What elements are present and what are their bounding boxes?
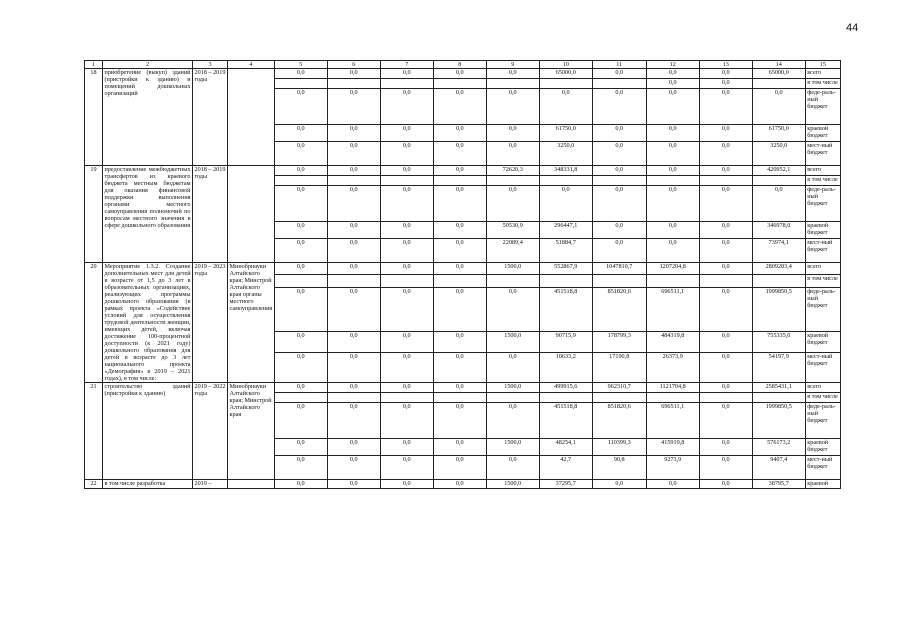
- funding-source: в том числе: [805, 275, 840, 287]
- value-cell: 962310,7: [592, 383, 646, 393]
- value-cell: 0,0: [274, 456, 327, 480]
- value-cell: 755335,0: [752, 332, 805, 353]
- table-row: [85, 166, 841, 176]
- value-cell: 0,0: [274, 332, 327, 353]
- funding-source: краевой бюджет: [805, 439, 840, 456]
- value-cell: [327, 393, 380, 403]
- value-cell: 0,0: [380, 166, 433, 176]
- header-cell: 11: [592, 61, 646, 69]
- value-cell: 0,0: [327, 142, 380, 166]
- value-cell: 0,0: [539, 186, 592, 222]
- value-cell: 0,0: [486, 456, 539, 480]
- value-cell: 346978,0: [752, 222, 805, 239]
- value-cell: 0,0: [327, 480, 380, 489]
- value-cell: 73974,1: [752, 239, 805, 263]
- value-cell: 0,0: [380, 125, 433, 142]
- value-cell: [486, 275, 539, 287]
- value-cell: 0,0: [699, 186, 752, 222]
- funding-source: мест-ный бюджет: [805, 353, 840, 383]
- value-cell: 0,0: [486, 403, 539, 439]
- value-cell: 2585431,1: [752, 383, 805, 393]
- value-cell: 178799,3: [592, 332, 646, 353]
- value-cell: [592, 275, 646, 287]
- value-cell: 420952,1: [752, 166, 805, 176]
- row-number: 20: [85, 263, 103, 383]
- value-cell: 0,0: [274, 383, 327, 393]
- value-cell: 0,0: [327, 125, 380, 142]
- row-executor: Минобрнауки Алтайского края; Минстрой Алтайского края органы местного самоуправления: [228, 263, 275, 383]
- value-cell: 851820,6: [592, 287, 646, 332]
- value-cell: [752, 275, 805, 287]
- value-cell: 0,0: [646, 222, 699, 239]
- value-cell: 42,7: [539, 456, 592, 480]
- value-cell: [646, 176, 699, 186]
- value-cell: 50530,9: [486, 222, 539, 239]
- value-cell: 0,0: [646, 142, 699, 166]
- value-cell: 0,0: [327, 186, 380, 222]
- value-cell: 0,0: [380, 439, 433, 456]
- value-cell: 0,0: [327, 287, 380, 332]
- value-cell: 0,0: [592, 142, 646, 166]
- value-cell: 0,0: [380, 89, 433, 125]
- header-cell: 1: [85, 61, 103, 69]
- value-cell: 3250,0: [752, 142, 805, 166]
- value-cell: 22089,4: [486, 239, 539, 263]
- value-cell: [752, 393, 805, 403]
- value-cell: [539, 79, 592, 89]
- value-cell: 0,0: [433, 439, 486, 456]
- funding-source: краевой бюджет: [805, 125, 840, 142]
- value-cell: [592, 393, 646, 403]
- value-cell: 17190,8: [592, 353, 646, 383]
- header-cell: 7: [380, 61, 433, 69]
- value-cell: [539, 176, 592, 186]
- value-cell: 0,0: [327, 166, 380, 176]
- value-cell: 0,0: [433, 353, 486, 383]
- value-cell: 0,0: [380, 222, 433, 239]
- funding-source: всего: [805, 263, 840, 275]
- value-cell: 0,0: [752, 89, 805, 125]
- row-period: 2018 – 2019 годы: [193, 166, 228, 263]
- value-cell: 0,0: [699, 439, 752, 456]
- value-cell: 0,0: [539, 89, 592, 125]
- value-cell: 0,0: [592, 89, 646, 125]
- value-cell: 0,0: [592, 125, 646, 142]
- value-cell: 0,0: [433, 142, 486, 166]
- value-cell: 0,0: [274, 263, 327, 275]
- value-cell: 0,0: [380, 353, 433, 383]
- row-description: Мероприятие 1.3.2. Создание дополнительных мест для детей в возрасте от 1,5 до 3 лет в образовательных организациях, реализующих программы дошкольного образования (в рамках проекта «Содействие условий для осуществления трудовой деятельности женщин, имеющих детей, включая достижение 100-процентной доступности (к 2021 году) дошкольного образования для детей в возрасте до 3 лет национального проекта «Демография» в 2019 – 2021 годах), в том числе:: [104, 263, 191, 382]
- header-cell: 14: [752, 61, 805, 69]
- value-cell: [539, 393, 592, 403]
- row-executor: [228, 69, 275, 166]
- value-cell: 0,0: [592, 166, 646, 176]
- value-cell: 0,0: [380, 480, 433, 489]
- row-number: 22: [85, 480, 103, 489]
- funding-source: в том числе: [805, 393, 840, 403]
- value-cell: 0,0: [274, 142, 327, 166]
- value-cell: 0,0: [433, 239, 486, 263]
- value-cell: 552867,9: [539, 263, 592, 275]
- row-executor: [228, 166, 275, 263]
- funding-source: феде-раль-ный бюджет: [805, 403, 840, 439]
- header-cell: 2: [103, 61, 193, 69]
- value-cell: 0,0: [274, 353, 327, 383]
- value-cell: 0,0: [699, 480, 752, 489]
- budget-table: [84, 60, 841, 489]
- value-cell: [486, 79, 539, 89]
- value-cell: 0,0: [699, 79, 752, 89]
- value-cell: 484319,8: [646, 332, 699, 353]
- value-cell: 9273,9: [646, 456, 699, 480]
- value-cell: 0,0: [327, 403, 380, 439]
- value-cell: 0,0: [433, 287, 486, 332]
- value-cell: [699, 176, 752, 186]
- value-cell: 0,0: [646, 166, 699, 176]
- value-cell: 0,0: [274, 222, 327, 239]
- value-cell: 0,0: [327, 239, 380, 263]
- value-cell: 1999850,5: [752, 287, 805, 332]
- value-cell: 0,0: [699, 287, 752, 332]
- value-cell: 415919,8: [646, 439, 699, 456]
- value-cell: 0,0: [486, 69, 539, 79]
- value-cell: 0,0: [380, 263, 433, 275]
- funding-source: в том числе: [805, 176, 840, 186]
- page-number: 44: [846, 22, 859, 34]
- value-cell: [752, 79, 805, 89]
- value-cell: 0,0: [433, 89, 486, 125]
- row-period: 2019 – 2022 годы: [193, 383, 228, 480]
- row-number: 19: [85, 166, 103, 263]
- value-cell: 1121704,8: [646, 383, 699, 393]
- value-cell: 0,0: [327, 439, 380, 456]
- header-cell: 3: [193, 61, 228, 69]
- value-cell: 0,0: [274, 287, 327, 332]
- value-cell: 9407,4: [752, 456, 805, 480]
- value-cell: 0,0: [274, 239, 327, 263]
- value-cell: 0,0: [433, 332, 486, 353]
- value-cell: 0,0: [592, 69, 646, 79]
- value-cell: [752, 176, 805, 186]
- value-cell: 0,0: [433, 383, 486, 393]
- value-cell: 38795,7: [752, 480, 805, 489]
- header-row: [85, 61, 841, 69]
- value-cell: 0,0: [592, 222, 646, 239]
- value-cell: 0,0: [592, 186, 646, 222]
- value-cell: 0,0: [592, 239, 646, 263]
- value-cell: [274, 393, 327, 403]
- value-cell: 1500,0: [486, 332, 539, 353]
- value-cell: [380, 79, 433, 89]
- value-cell: 0,0: [327, 89, 380, 125]
- row-description: в том числе разработка: [103, 480, 193, 489]
- value-cell: 0,0: [699, 239, 752, 263]
- value-cell: [380, 393, 433, 403]
- value-cell: 0,0: [327, 332, 380, 353]
- header-cell: 10: [539, 61, 592, 69]
- value-cell: 0,0: [486, 89, 539, 125]
- value-cell: 0,0: [433, 69, 486, 79]
- value-cell: [699, 393, 752, 403]
- value-cell: [646, 275, 699, 287]
- row-period: 2018 – 2019 годы: [193, 69, 228, 166]
- value-cell: 0,0: [274, 89, 327, 125]
- value-cell: 0,0: [433, 166, 486, 176]
- row-executor: Минобрнауки Алтайского края; Минстрой Алтайского края: [228, 383, 275, 480]
- value-cell: 499915,6: [539, 383, 592, 393]
- header-cell: 8: [433, 61, 486, 69]
- value-cell: 0,0: [699, 222, 752, 239]
- value-cell: 0,0: [327, 383, 380, 393]
- value-cell: 0,0: [327, 353, 380, 383]
- funding-source: краевой бюджет: [805, 222, 840, 239]
- value-cell: 0,0: [486, 287, 539, 332]
- value-cell: 0,0: [699, 353, 752, 383]
- value-cell: 0,0: [433, 222, 486, 239]
- value-cell: 0,0: [380, 69, 433, 79]
- value-cell: 0,0: [486, 353, 539, 383]
- value-cell: 48254,1: [539, 439, 592, 456]
- header-cell: 12: [646, 61, 699, 69]
- value-cell: 0,0: [433, 480, 486, 489]
- value-cell: 65000,0: [752, 69, 805, 79]
- value-cell: 1500,0: [486, 263, 539, 275]
- value-cell: 51884,7: [539, 239, 592, 263]
- value-cell: 0,0: [486, 125, 539, 142]
- value-cell: 0,0: [274, 166, 327, 176]
- value-cell: [433, 176, 486, 186]
- table-row: [85, 480, 841, 489]
- value-cell: 65000,0: [539, 69, 592, 79]
- header-cell: 4: [228, 61, 275, 69]
- value-cell: [433, 275, 486, 287]
- funding-source: всего: [805, 383, 840, 393]
- value-cell: 696511,1: [646, 403, 699, 439]
- value-cell: 1207204,8: [646, 263, 699, 275]
- value-cell: 61750,0: [752, 125, 805, 142]
- value-cell: 0,0: [327, 222, 380, 239]
- value-cell: 0,0: [327, 456, 380, 480]
- value-cell: 0,0: [699, 383, 752, 393]
- value-cell: [327, 176, 380, 186]
- value-cell: [433, 393, 486, 403]
- value-cell: 90715,9: [539, 332, 592, 353]
- funding-source: феде-раль-ный бюджет: [805, 287, 840, 332]
- value-cell: 90,8: [592, 456, 646, 480]
- value-cell: 0,0: [646, 186, 699, 222]
- value-cell: [327, 275, 380, 287]
- value-cell: 72620,3: [486, 166, 539, 176]
- value-cell: 2809283,4: [752, 263, 805, 275]
- value-cell: 0,0: [646, 480, 699, 489]
- value-cell: 348331,8: [539, 166, 592, 176]
- value-cell: 696511,1: [646, 287, 699, 332]
- value-cell: 0,0: [433, 125, 486, 142]
- header-cell: 5: [274, 61, 327, 69]
- row-number: 18: [85, 69, 103, 166]
- value-cell: 0,0: [274, 186, 327, 222]
- row-description: предоставление межбюджетных трансфертов из краевого бюджета местным бюджетам для оказания финансовой поддержки выполнения органами местного самоуправления полномочий по вопросам местного значения в сфере дошкольного образования: [103, 166, 193, 263]
- funding-source: феде-раль-ный бюджет: [805, 89, 840, 125]
- value-cell: 0,0: [699, 403, 752, 439]
- value-cell: 1500,0: [486, 439, 539, 456]
- value-cell: 26373,9: [646, 353, 699, 383]
- row-period: 2019 – 2023 годы: [193, 263, 228, 383]
- value-cell: 61750,0: [539, 125, 592, 142]
- value-cell: 0,0: [380, 142, 433, 166]
- value-cell: 0,0: [274, 125, 327, 142]
- value-cell: [274, 176, 327, 186]
- value-cell: 0,0: [646, 89, 699, 125]
- value-cell: 0,0: [699, 69, 752, 79]
- value-cell: 0,0: [752, 186, 805, 222]
- value-cell: 0,0: [380, 239, 433, 263]
- value-cell: 0,0: [699, 89, 752, 125]
- value-cell: 0,0: [433, 263, 486, 275]
- funding-source: краевой: [805, 480, 840, 489]
- value-cell: 0,0: [646, 69, 699, 79]
- funding-source: феде-раль-ный бюджет: [805, 186, 840, 222]
- value-cell: 0,0: [433, 456, 486, 480]
- value-cell: 0,0: [274, 439, 327, 456]
- value-cell: [380, 176, 433, 186]
- table-row: [85, 383, 841, 393]
- header-cell: 13: [699, 61, 752, 69]
- value-cell: 576173,2: [752, 439, 805, 456]
- value-cell: 3250,0: [539, 142, 592, 166]
- value-cell: 0,0: [274, 403, 327, 439]
- value-cell: 37295,7: [539, 480, 592, 489]
- value-cell: [327, 79, 380, 89]
- value-cell: [380, 275, 433, 287]
- value-cell: 0,0: [380, 403, 433, 439]
- value-cell: 0,0: [646, 125, 699, 142]
- value-cell: [592, 176, 646, 186]
- value-cell: 0,0: [274, 480, 327, 489]
- value-cell: 1500,0: [486, 383, 539, 393]
- header-cell: 9: [486, 61, 539, 69]
- row-number: 21: [85, 383, 103, 480]
- value-cell: 110399,3: [592, 439, 646, 456]
- value-cell: 0,0: [380, 332, 433, 353]
- funding-source: всего: [805, 166, 840, 176]
- value-cell: [486, 176, 539, 186]
- value-cell: 0,0: [646, 79, 699, 89]
- value-cell: 0,0: [699, 456, 752, 480]
- funding-source: в том числе: [805, 79, 840, 89]
- funding-source: всего: [805, 69, 840, 79]
- header-cell: 6: [327, 61, 380, 69]
- value-cell: 0,0: [486, 142, 539, 166]
- value-cell: 0,0: [699, 125, 752, 142]
- value-cell: 0,0: [592, 480, 646, 489]
- funding-source: краевой бюджет: [805, 332, 840, 353]
- value-cell: [486, 393, 539, 403]
- value-cell: 0,0: [274, 69, 327, 79]
- value-cell: 0,0: [380, 383, 433, 393]
- value-cell: [539, 275, 592, 287]
- value-cell: [699, 275, 752, 287]
- value-cell: 0,0: [699, 332, 752, 353]
- value-cell: [646, 393, 699, 403]
- funding-source: мест-ный бюджет: [805, 456, 840, 480]
- header-cell: 15: [805, 61, 840, 69]
- value-cell: 0,0: [486, 186, 539, 222]
- value-cell: 1047810,7: [592, 263, 646, 275]
- funding-source: мест-ный бюджет: [805, 239, 840, 263]
- row-description: приобретение (выкуп) зданий (пристройки к зданию) и помещений дошкольных организаций: [103, 69, 193, 166]
- value-cell: 851820,6: [592, 403, 646, 439]
- value-cell: [274, 79, 327, 89]
- value-cell: 54197,9: [752, 353, 805, 383]
- table-row: [85, 263, 841, 275]
- value-cell: 0,0: [699, 142, 752, 166]
- table-row: [85, 69, 841, 79]
- value-cell: [433, 79, 486, 89]
- value-cell: 0,0: [327, 69, 380, 79]
- value-cell: 296447,1: [539, 222, 592, 239]
- row-period: 2019 –: [193, 480, 228, 489]
- value-cell: 0,0: [380, 287, 433, 332]
- value-cell: 451518,8: [539, 403, 592, 439]
- funding-source: мест-ный бюджет: [805, 142, 840, 166]
- row-description: строительство зданий (пристройки к зданию): [103, 383, 193, 480]
- value-cell: 10633,2: [539, 353, 592, 383]
- value-cell: 0,0: [699, 263, 752, 275]
- value-cell: 0,0: [380, 456, 433, 480]
- value-cell: [592, 79, 646, 89]
- value-cell: 0,0: [380, 186, 433, 222]
- value-cell: 0,0: [699, 166, 752, 176]
- value-cell: 1999850,5: [752, 403, 805, 439]
- value-cell: 0,0: [327, 263, 380, 275]
- value-cell: 1500,0: [486, 480, 539, 489]
- value-cell: 0,0: [433, 403, 486, 439]
- value-cell: [274, 275, 327, 287]
- value-cell: 451518,8: [539, 287, 592, 332]
- row-executor: [228, 480, 275, 489]
- value-cell: 0,0: [433, 186, 486, 222]
- value-cell: 0,0: [646, 239, 699, 263]
